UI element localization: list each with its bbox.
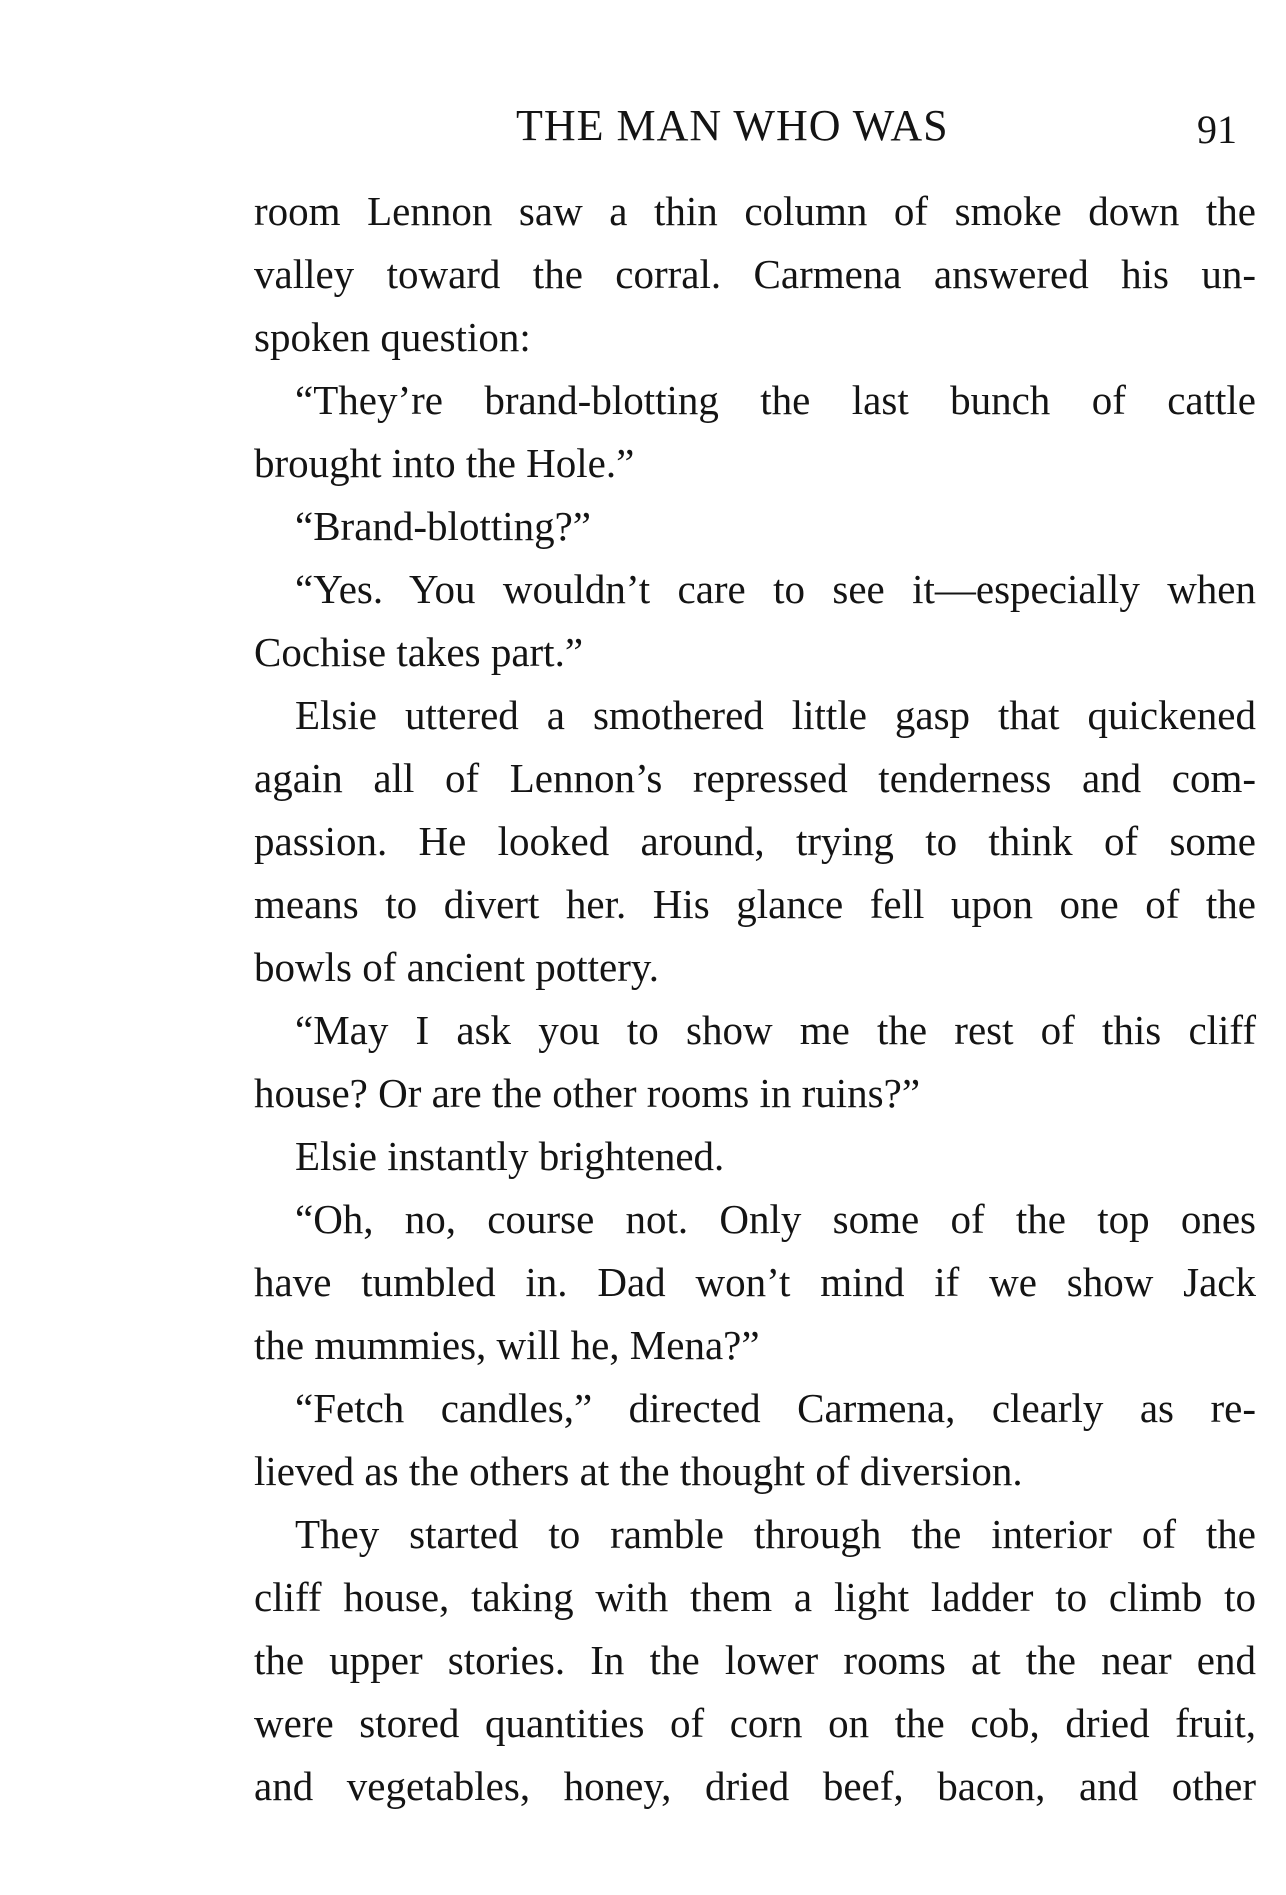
text-line: valley toward the corral. Carmena answered his un- [254,251,1256,297]
running-head [0,100,1286,160]
text-line: passion. He looked around, trying to think of some [254,818,1256,864]
text-line: bowls of ancient pottery. [254,944,659,990]
text-line: and vegetables, honey, dried beef, bacon, and other [254,1763,1256,1809]
text-line: “May I ask you to show me the rest of this cliff [295,1007,1256,1053]
text-line: cliff house, taking with them a light ladder to climb to [254,1574,1256,1620]
text-line: have tumbled in. Dad won’t mind if we show Jack [254,1259,1256,1305]
body-text [254,180,1256,1818]
text-line: “Brand-blotting?” [295,503,592,549]
text-line: Elsie uttered a smothered little gasp that quickened [295,692,1256,738]
text-line: Cochise takes part.” [254,629,584,675]
text-line: spoken question: [254,314,531,360]
text-line: the upper stories. In the lower rooms at the near end [254,1637,1256,1683]
text-line: Elsie instantly brightened. [295,1133,725,1179]
text-line: lieved as the others at the thought of diversion. [254,1448,1023,1494]
text-line: the mummies, will he, Mena?” [254,1322,760,1368]
text-line: were stored quantities of corn on the cob, dried fruit, [254,1700,1256,1746]
running-title: THE MAN WHO WAS [516,101,949,150]
text-line: means to divert her. His glance fell upon one of the [254,881,1256,927]
text-line: They started to ramble through the interior of the [295,1511,1256,1557]
text-line: room Lennon saw a thin column of smoke down the [254,188,1256,234]
text-line: “They’re brand-blotting the last bunch of cattle [295,377,1256,423]
text-line: brought into the Hole.” [254,440,635,486]
text-line: house? Or are the other rooms in ruins?” [254,1070,921,1116]
page-number: 91 [1197,107,1237,152]
text-line: “Fetch candles,” directed Carmena, clearly as re- [295,1385,1256,1431]
text-line: again all of Lennon’s repressed tenderness and com- [254,755,1256,801]
text-line: “Yes. You wouldn’t care to see it—especially when [295,566,1256,612]
text-line: “Oh, no, course not. Only some of the top ones [295,1196,1256,1242]
